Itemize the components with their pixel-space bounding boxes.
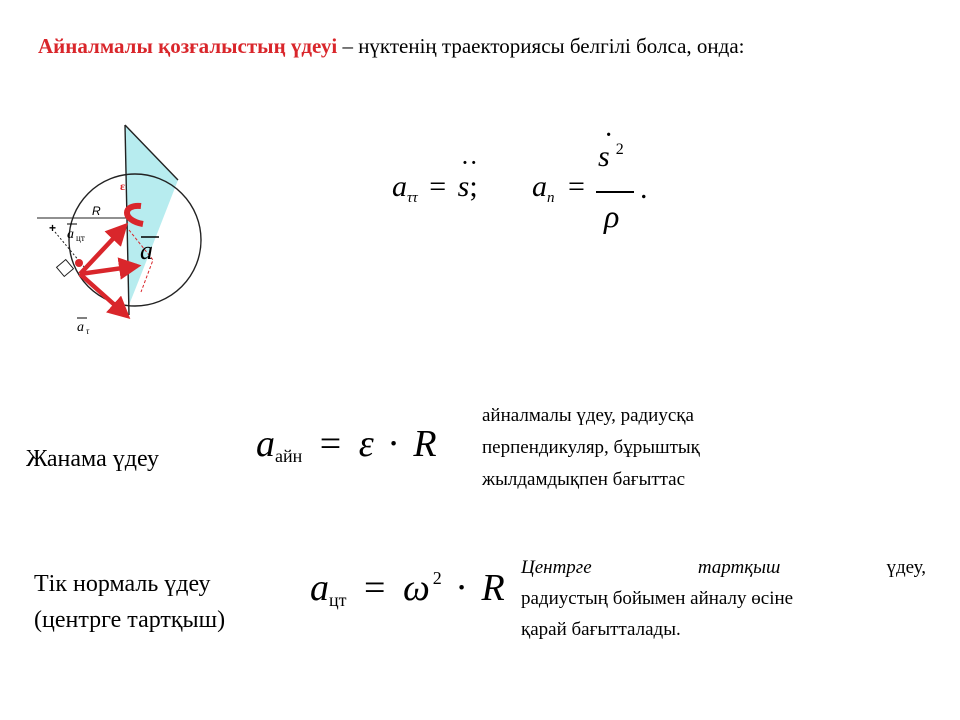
formula1-lhs: a xyxy=(392,170,407,203)
a-tau-vector xyxy=(80,274,127,316)
normal-exp: 2 xyxy=(432,568,442,588)
formula2-num-exp: 2 xyxy=(615,141,624,158)
normal-desc-line2: радиустың бойымен айналу өсіне xyxy=(521,588,794,609)
title-rest: – нүктенің траекториясы белгілі болса, онда: xyxy=(342,34,745,58)
formula2-sub: n xyxy=(547,190,555,206)
normal-desc-end1: үдеу, xyxy=(886,557,926,578)
normal-description xyxy=(521,552,926,645)
normal-dot: · xyxy=(455,567,468,609)
normal-desc-italic2: тартқыш xyxy=(697,557,781,578)
formula2-fraction-bar xyxy=(596,191,634,193)
tangential-desc-line3: жылдамдықпен бағыттас xyxy=(482,469,686,490)
tangential-r: R xyxy=(413,423,437,465)
slide-title xyxy=(38,34,744,59)
formula1-eq: = xyxy=(429,170,447,203)
formula2-lhs: a xyxy=(532,170,547,203)
tangential-sub: айн xyxy=(275,446,303,466)
a-tau-sub: τ xyxy=(86,326,90,336)
normal-desc-italic1: Центрге xyxy=(521,557,592,578)
formula-a-tau xyxy=(392,148,478,206)
formula2-numerator xyxy=(598,120,624,174)
formula2-period: . xyxy=(640,172,648,205)
normal-eq: = xyxy=(364,567,386,609)
epsilon-label: ε xyxy=(120,179,126,193)
normal-label-line1: Тік нормаль үдеу xyxy=(34,571,211,597)
normal-desc-line3: қарай бағытталады. xyxy=(521,619,681,640)
normal-lhs: a xyxy=(310,567,329,609)
tangential-lhs: a xyxy=(256,423,275,465)
formula2-den: ρ xyxy=(604,198,620,234)
formula-a-n xyxy=(532,170,591,204)
tangential-desc-line1: айналмалы үдеу, радиусқа xyxy=(482,405,694,426)
plus-label: + xyxy=(49,221,57,235)
tangential-eps: ε xyxy=(358,423,374,465)
point-square xyxy=(57,260,74,277)
tangential-eq: = xyxy=(319,423,342,465)
formula2-num: s xyxy=(598,140,610,173)
formula2-eq: = xyxy=(568,170,585,203)
normal-label xyxy=(34,566,225,638)
a-label: a xyxy=(140,236,153,265)
formula-a-ct xyxy=(310,566,505,610)
formula1-dots: ·· xyxy=(460,148,478,177)
a-ct-sub: цт xyxy=(76,233,85,243)
formula1-sub: ττ xyxy=(407,190,418,206)
a-tau-label: a xyxy=(77,320,84,335)
rotation-diagram xyxy=(25,120,215,350)
normal-omega: ω xyxy=(402,567,430,609)
tangential-description xyxy=(482,400,700,496)
a-ct-label: a xyxy=(67,227,74,242)
formula1-rhs: s xyxy=(457,170,470,203)
formula2-num-dot: · xyxy=(604,120,614,151)
normal-label-line2: (центрге тартқыш) xyxy=(34,607,226,633)
point-dot xyxy=(75,259,83,267)
formula1-semicolon: ; xyxy=(469,170,478,203)
normal-r: R xyxy=(481,567,505,609)
formula-a-ayn xyxy=(256,422,437,466)
normal-sub: цт xyxy=(329,590,347,610)
normal-desc-line1 xyxy=(521,552,926,583)
radius-label: R xyxy=(92,204,101,218)
title-highlight: Айналмалы қозғалыстың үдеуі xyxy=(38,34,338,58)
tangential-label: Жанама үдеу xyxy=(26,446,159,472)
tangential-desc-line2: перпендикуляр, бұрыштық xyxy=(482,437,700,458)
tangential-dot: · xyxy=(387,423,400,465)
